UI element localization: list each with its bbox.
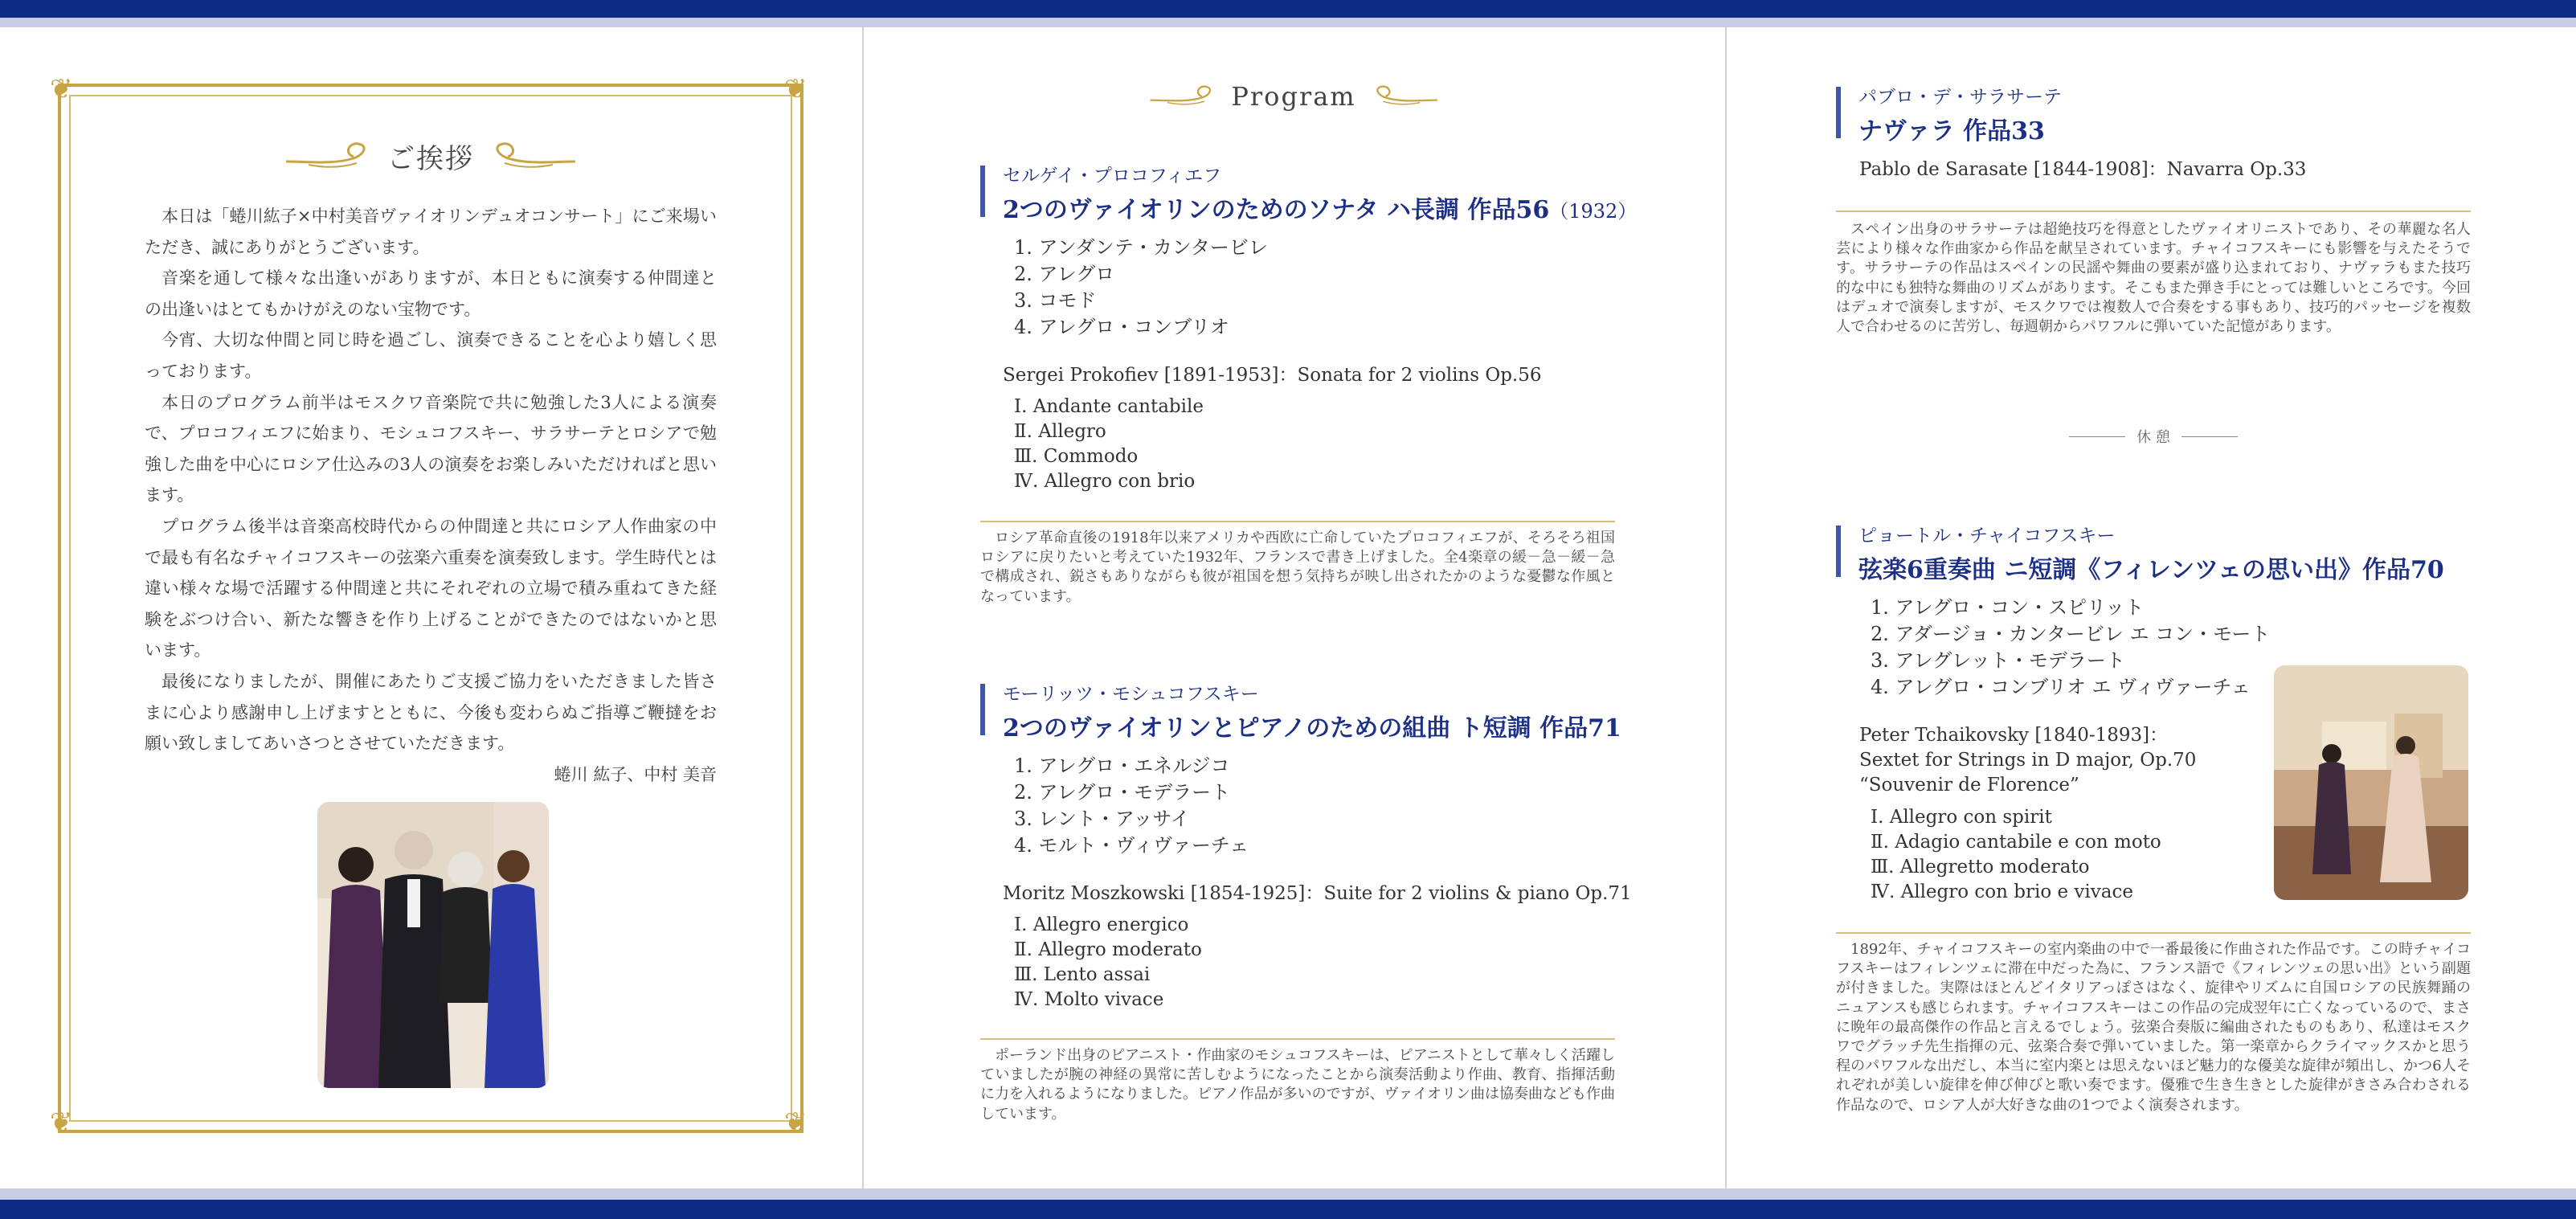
program-note: ロシア革命直後の1918年以来アメリカや西欧に亡命していたプロコフィエフが、そろそろ祖国ロシアに戻りたいと考えていた1932年、フランスで書き上げました。全4楽章の緩－急－緩－急で構成され、鋭さもありながらも彼が祖国を想う気持ちが映し出されたかのような憂鬱な作風となっています。 xyxy=(980,530,1615,605)
movement-item: Ⅳ. Allegro con brio e vivace xyxy=(1871,882,2133,902)
bottom-light-band xyxy=(0,1188,2576,1200)
greeting-body xyxy=(145,201,717,790)
movement-item: 1. アレグロ・エネルジコ xyxy=(1014,755,1230,777)
movement-item: 1. アンダンテ・カンタービレ xyxy=(1014,236,1268,259)
movement-list xyxy=(1014,235,1268,341)
corner-ornament-icon: ❦ xyxy=(50,73,73,105)
movement-item: Ⅳ. Allegro con brio xyxy=(1014,471,1196,492)
movement-item: Ⅱ. Adagio cantabile e con moto xyxy=(1871,832,2161,853)
greeting-paragraph: プログラム後半は音楽高校時代からの仲間達と共にロシア人作曲家の中で最も有名なチャイコフスキーの弦楽六重奏を演奏致します。学生時代とは違い様々な場で活躍する仲間達と共にそれぞれの立場で積み重ねてきた経験をぶつけ合い、新たな響きを作り上げることができたのではないかと思います。 xyxy=(145,516,717,661)
english-title: Moritz Moszkowski [1854-1925]：Suite for 2 violins & piano Op.71 xyxy=(1003,883,1632,904)
composer-name: セルゲイ・プロコフィエフ xyxy=(1003,166,1222,186)
top-light-band xyxy=(0,18,2576,27)
corner-ornament-icon: ❦ xyxy=(784,1107,808,1139)
panel-fold-2 xyxy=(1725,27,1727,1188)
movement-item: 2. アダージョ・カンタービレ エ コン・モート xyxy=(1871,623,2271,645)
gold-divider xyxy=(980,521,1615,522)
gold-divider xyxy=(1836,932,2471,934)
greeting-title: ご挨拶 xyxy=(387,143,474,175)
corner-ornament-icon: ❦ xyxy=(50,1107,73,1139)
english-movement-list xyxy=(1871,805,2161,905)
movement-item: 4. モルト・ヴィヴァーチェ xyxy=(1014,834,1249,857)
intermission-line xyxy=(2069,436,2125,437)
work-title: 2つのヴァイオリンのためのソナタ ハ長調 作品56（1932） xyxy=(1003,196,1638,224)
english-title-line: “Souvenir de Florence” xyxy=(1859,775,2079,796)
piece-sarasate xyxy=(1836,82,2479,146)
work-year: （1932） xyxy=(1549,200,1638,223)
movement-item: 1. アレグロ・コン・スピリット xyxy=(1871,596,2145,619)
left-flourish-icon xyxy=(284,141,373,173)
composer-name: モーリッツ・モシュコフスキー xyxy=(1003,684,1259,705)
movement-list xyxy=(1014,753,1249,859)
program-note: ポーランド出身のピアニスト・作曲家のモシュコフスキーは、ピアニストとして華々しく活躍していましたが腕の神経の異常に苦しむようになったことから演奏活動より作曲、教育、指揮活動に力を入れるようになりました。ピアノ作品が多いのですが、ヴァイオリン曲は協奏曲なども作曲しています。 xyxy=(980,1047,1615,1123)
english-movement-list xyxy=(1014,913,1202,1012)
movement-item: Ⅲ. Commodo xyxy=(1014,446,1139,467)
movement-item: 2. アレグロ・モデラート xyxy=(1014,781,1231,804)
program-note: 1892年、チャイコフスキーの室内楽曲の中で一番最後に作曲された作品です。この時チャイコフスキーはフィレンツェに滞在中だった為に、フランス語で《フィレンツェの思い出》という副題が付きました。実際はほとんどイタリアっぽさはなく、旋律やリズムに自国ロシアの民族舞踊のニュアンスも感じられます。チャイコフスキーはこの作品の完成翌年に亡くなっているので、まさに晩年の最高傑作の作品と言えるでしょう。弦楽合奏版に編曲されたものもあり、私達はモスクワでグラッチ先生指揮の元、弦楽合奏で弾いていました。第一楽章からクライマックスかと思う程のパワフルな出だし、本当に室内楽とは思えないほど魅力的な優美な旋律が頻出し、かつ6人それぞれが美しい旋律を伸び伸びと歌い奏でます。優雅で生き生きとした旋律がきさみ合わされる作品なので、ロシア人が大好きな曲の1つでよく演奏されます。 xyxy=(1836,941,2471,1114)
performers-photo xyxy=(317,802,549,1088)
work-title: 弦楽6重奏曲 ニ短調《フィレンツェの思い出》作品70 xyxy=(1858,556,2444,584)
bottom-navy-band xyxy=(0,1200,2576,1219)
right-flourish-icon xyxy=(489,141,577,173)
movement-item: Ⅳ. Molto vivace xyxy=(1014,989,1164,1010)
accent-bar xyxy=(980,684,985,735)
accent-bar xyxy=(1836,87,1841,138)
movement-item: Ⅲ. Lento assai xyxy=(1014,964,1151,985)
intermission-label: 休 憩 xyxy=(2136,429,2170,446)
program-note: スペイン出身のサラサーテは超絶技巧を得意としたヴァイオリニストであり、その華麗な名人芸により様々な作曲家から作品を献呈されています。チャイコフスキーにも影響を与えたそうです。サラサーテの作品はスペインの民謡や舞曲の要素が盛り込まれており、ナヴァラもまた技巧的な中にも独特な舞曲のリズムがあります。そこもまた弾き手にとっては難しいところです。今回はデュオで演奏しますが、モスクワでは複数人で合奏をする事もあり、技巧的パッセージを複数人で合わせるのに苦労し、毎週朝からパワフルに弾いていた記憶があります。 xyxy=(1836,221,2471,336)
top-navy-band xyxy=(0,0,2576,18)
movement-item: Ⅰ. Allegro con spirit xyxy=(1871,807,2052,828)
corner-ornament-icon: ❦ xyxy=(784,73,808,105)
piece-prokofiev xyxy=(980,161,1638,225)
movement-item: 3. レント・アッサイ xyxy=(1014,808,1190,830)
movement-list xyxy=(1871,595,2270,701)
english-title-line: Sextet for Strings in D major, Op.70 xyxy=(1859,750,2197,771)
english-title-block xyxy=(1859,723,2196,798)
piece-moszkowski xyxy=(980,679,1623,743)
english-title: Pablo de Sarasate [1844-1908]：Navarra Op.33 xyxy=(1859,159,2307,180)
right-flourish-icon xyxy=(1371,80,1438,112)
panel-fold-1 xyxy=(862,27,864,1188)
greeting-paragraph: 音楽を通して様々な出逢いがありますが、本日ともに演奏する仲間達との出逢いはとてもかけがえのない宝物です。 xyxy=(145,268,717,319)
greeting-paragraph: 本日のプログラム前半はモスクワ音楽院で共に勉強した3人による演奏で、プロコフィエフに始まり、モシュコフスキー、サラサーテとロシアで勉強した曲を中心にロシア仕込みの3人の演奏をお楽しみいただければと思います。 xyxy=(145,392,717,505)
program-title: Program xyxy=(1231,81,1356,112)
work-title: 2つのヴァイオリンとピアノのための組曲 ト短調 作品71 xyxy=(1003,714,1621,742)
gold-divider xyxy=(980,1038,1615,1040)
english-title: Sergei Prokofiev [1891-1953]：Sonata for 2 violins Op.56 xyxy=(1003,365,1542,386)
accent-bar xyxy=(1836,526,1841,577)
gold-divider xyxy=(1836,211,2471,212)
movement-item: Ⅲ. Allegretto moderato xyxy=(1871,857,2090,877)
movement-item: Ⅰ. Allegro energico xyxy=(1014,914,1189,935)
greeting-signature: 蜷川 紘子、中村 美音 xyxy=(554,764,717,784)
greeting-paragraph: 今宵、大切な仲間と同じ時を過ごし、演奏できることを心より嬉しく思っております。 xyxy=(145,330,717,381)
greeting-paragraph: 本日は「蜷川紘子×中村美音ヴァイオリンデュオコンサート」にご来場いただき、誠にありがとうございます。 xyxy=(145,207,717,257)
left-flourish-icon xyxy=(1149,80,1216,112)
movement-item: Ⅰ. Andante cantabile xyxy=(1014,396,1204,417)
intermission-divider xyxy=(2069,426,2238,447)
composer-name: パブロ・デ・サラサーテ xyxy=(1858,87,2062,108)
movement-item: 3. コモド xyxy=(1014,289,1097,312)
program-heading xyxy=(1149,80,1438,112)
movement-item: 2. アレグロ xyxy=(1014,263,1115,285)
accent-bar xyxy=(980,166,985,217)
movement-item: Ⅱ. Allegro moderato xyxy=(1014,939,1202,960)
piece-tchaikovsky xyxy=(1836,521,2479,585)
composer-name: ピョートル・チャイコフスキー xyxy=(1858,526,2116,546)
work-title: ナヴァラ 作品33 xyxy=(1858,117,2045,145)
english-movement-list xyxy=(1014,395,1204,494)
movement-item: Ⅱ. Allegro xyxy=(1014,421,1106,442)
movement-item: 4. アレグロ・コンブリオ エ ヴィヴァーチェ xyxy=(1871,676,2251,698)
english-title-line: Peter Tchaikovsky [1840-1893]： xyxy=(1859,725,2169,746)
intermission-line xyxy=(2181,436,2238,437)
greeting-paragraph: 最後になりましたが、開催にあたりご支援ご協力をいただきました皆さまに心より感謝申し上げますとともに、今後も変わらぬご指導ご鞭撻をお願い致しましてあいさつとさせていただきます。 xyxy=(145,671,717,754)
movement-item: 3. アレグレット・モデラート xyxy=(1871,649,2125,672)
performance-photo xyxy=(2274,665,2468,900)
greeting-heading xyxy=(270,137,591,176)
movement-item: 4. アレグロ・コンブリオ xyxy=(1014,316,1229,338)
